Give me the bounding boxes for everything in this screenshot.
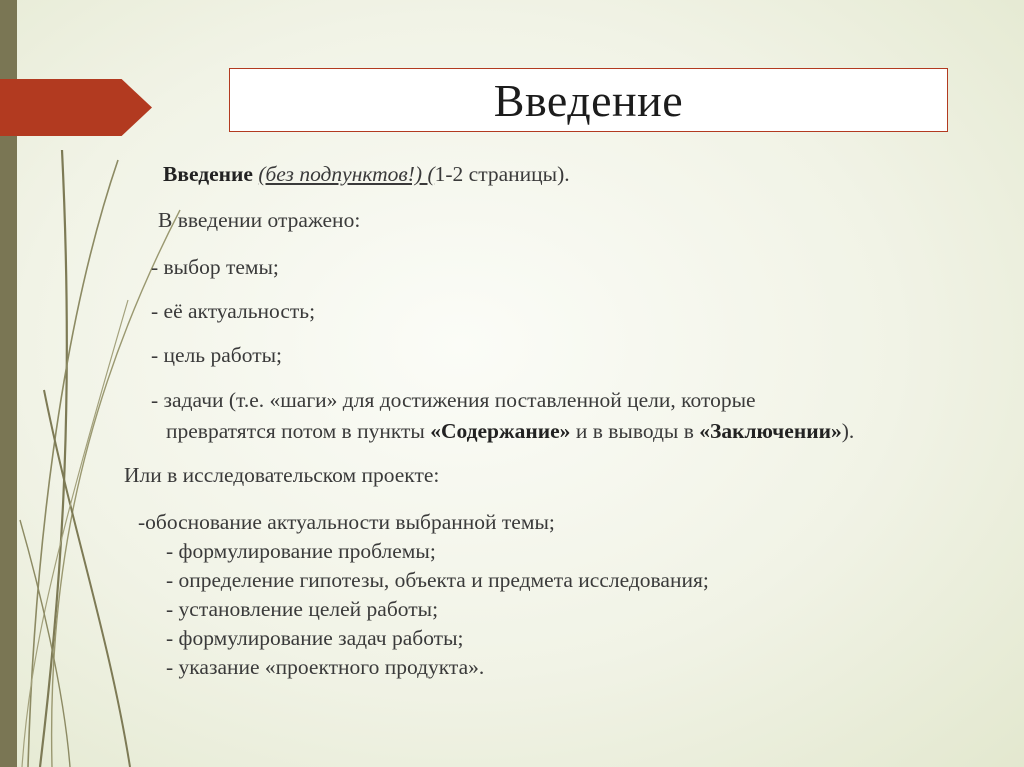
research-item: - установление целей работы; (166, 597, 439, 621)
tasks-line-2 (166, 419, 854, 444)
intro-italic: (без подпунктов!) ( (258, 162, 435, 186)
research-item: - формулирование задач работы; (166, 626, 464, 650)
tasks-mid: и в выводы в (570, 419, 700, 443)
research-header: Или в исследовательском проекте: (124, 463, 440, 487)
list-item: - её актуальность; (151, 299, 316, 323)
research-item: -обоснование актуальности выбранной темы; (138, 510, 555, 534)
intro-line (163, 162, 570, 187)
list-item: - цель работы; (151, 343, 283, 367)
research-item: - указание «проектного продукта». (166, 655, 485, 679)
tasks-pre: превратятся потом в пункты (166, 419, 431, 443)
grass-decoration (0, 0, 220, 767)
intro-rest: 1-2 страницы). (434, 162, 570, 186)
research-item: - определение гипотезы, объекта и предмета исследования; (166, 568, 709, 592)
reflected-header: В введении отражено: (158, 208, 361, 232)
list-item: - выбор темы; (151, 255, 279, 279)
intro-bold: Введение (163, 162, 253, 186)
title-box (229, 68, 948, 132)
tasks-bold-conclusion: «Заключении» (699, 419, 842, 443)
tasks-end: ). (841, 419, 855, 443)
tasks-line-1: - задачи (т.е. «шаги» для достижения поставленной цели, которые (151, 388, 756, 412)
research-item: - формулирование проблемы; (166, 539, 436, 563)
slide-title: Введение (493, 74, 684, 126)
tasks-bold-contents: «Содержание» (430, 419, 571, 443)
